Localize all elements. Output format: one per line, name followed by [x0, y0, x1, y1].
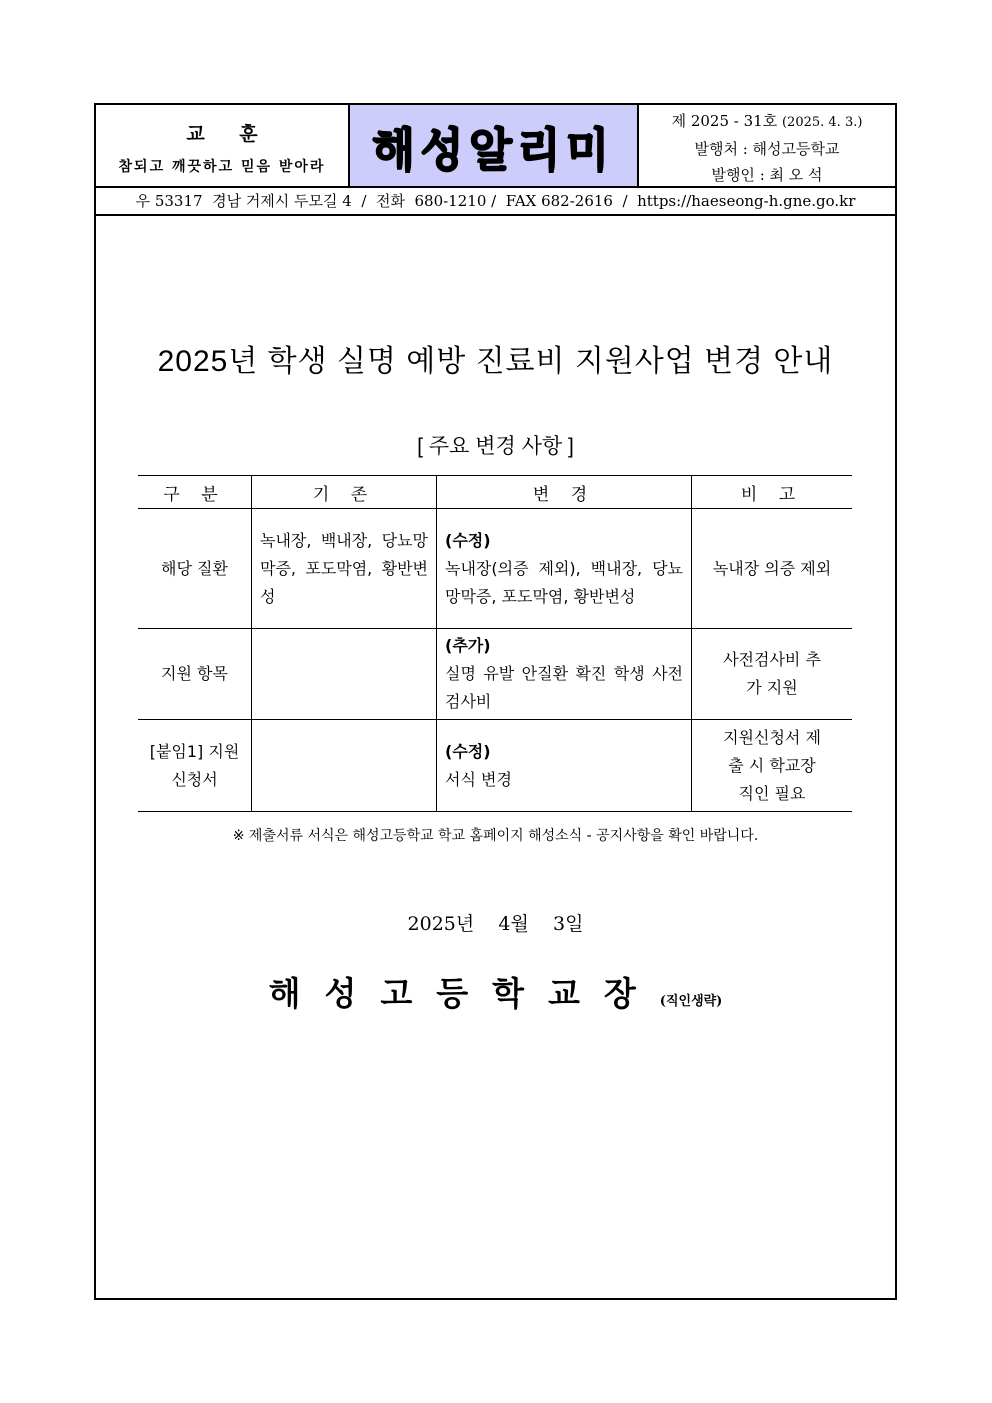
col-header-remarks: 비 고 — [692, 476, 853, 509]
motto-text: 참되고 깨끗하고 믿음 받아라 — [118, 159, 326, 175]
motto-title: 교 훈 — [186, 123, 272, 145]
cell-category: 지원 항목 — [138, 629, 252, 720]
newsletter-banner — [350, 105, 639, 186]
newsletter-header — [94, 103, 897, 216]
signer-name: 해성고등학교장 — [268, 974, 660, 1013]
col-header-category: 구 분 — [138, 476, 252, 509]
issuer: 발행인 : 최 오 석 — [711, 166, 823, 184]
table-row — [138, 720, 852, 812]
banner-title: 해성알리미 — [372, 123, 615, 177]
issue-number: 제 2025 - 31호 — [671, 112, 778, 130]
change-tag: (수정) — [445, 741, 491, 761]
document-title: 2025년 학생 실명 예방 진료비 지원사업 변경 안내 — [157, 345, 834, 378]
section-subtitle: [ 주요 변경 사항 ] — [417, 435, 574, 458]
table-header-row — [138, 476, 852, 509]
change-tag: (추가) — [445, 636, 491, 655]
cell-category: 해당 질환 — [138, 509, 252, 629]
school-motto — [96, 105, 350, 186]
issue-info — [639, 105, 895, 186]
change-text: 서식 변경 — [445, 769, 512, 789]
signer-block — [94, 968, 897, 1015]
cell-change — [437, 509, 692, 629]
footnote: ※ 제출서류 서식은 해성고등학교 학교 홈페이지 해성소식 - 공지사항을 확인 바랍니다. — [232, 828, 759, 844]
issue-line — [639, 108, 895, 136]
header-top-row — [96, 105, 895, 188]
table-row — [138, 629, 852, 720]
cell-existing — [252, 629, 437, 720]
cell-remarks: 사전검사비 추가 지원 — [692, 629, 853, 720]
cell-change — [437, 720, 692, 812]
table-row — [138, 509, 852, 629]
document-date: 2025년 4월 3일 — [407, 913, 584, 935]
changes-table — [138, 475, 852, 812]
cell-remarks: 지원신청서 제출 시 학교장 직인 필요 — [692, 720, 853, 812]
publisher: 발행처 : 해성고등학교 — [694, 140, 840, 158]
cell-existing: 녹내장, 백내장, 당뇨망막증, 포도막염, 황반변성 — [252, 509, 437, 629]
change-tag: (수정) — [445, 530, 491, 550]
cell-change — [437, 629, 692, 720]
cell-remarks: 녹내장 의증 제외 — [692, 509, 853, 629]
change-text: 녹내장(의증 제외), 백내장, 당뇨망막증, 포도막염, 황반변성 — [445, 558, 683, 606]
issue-date: (2025. 4. 3.) — [781, 115, 863, 130]
contact-line: 우 53317 경남 거제시 두모길 4 / 전화 680-1210 / FAX 682-2616 / https://haeseong-h.gne.go.kr — [135, 192, 856, 210]
cell-existing — [252, 720, 437, 812]
cell-category: [붙임1] 지원신청서 — [138, 720, 252, 812]
seal-omitted-note: (직인생략) — [659, 994, 723, 1009]
col-header-change: 변 경 — [437, 476, 692, 509]
change-text: 실명 유발 안질환 확진 학생 사전검사비 — [445, 664, 683, 711]
col-header-existing: 기 존 — [252, 476, 437, 509]
